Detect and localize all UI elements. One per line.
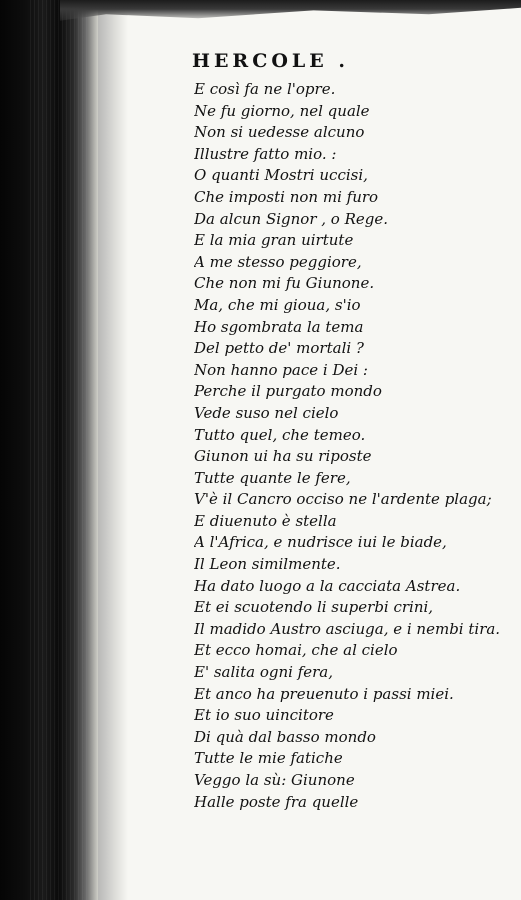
verse-line: Che non mi fu Giunone. bbox=[194, 274, 375, 293]
verse-line: O quanti Mostri uccisi, bbox=[194, 166, 368, 185]
verse-line: Illustre fatto mio. : bbox=[194, 144, 337, 163]
page-edges-texture bbox=[30, 0, 90, 900]
verse-line: Che imposti non mi furo bbox=[194, 187, 379, 206]
verse-line: Di quà dal basso mondo bbox=[194, 727, 376, 746]
verse-line: Tutto quel, che temeo. bbox=[194, 425, 366, 444]
verse-line: Et ei scuotendo li superbi crini, bbox=[194, 598, 434, 617]
verse-line: Et io suo uincitore bbox=[194, 706, 334, 725]
verse-line: Non si uedesse alcuno bbox=[194, 123, 365, 142]
verse-line: V'è il Cancro occiso ne l'ardente plaga; bbox=[194, 490, 492, 509]
verse-line: Et ecco homai, che al cielo bbox=[194, 641, 398, 660]
verse-line: Tutte le mie fatiche bbox=[194, 749, 343, 768]
verse-line: Veggo la sù: Giunone bbox=[194, 771, 355, 789]
verse-text bbox=[194, 79, 514, 813]
verse-line: Ha dato luogo a la cacciata Astrea. bbox=[194, 576, 461, 595]
verse-line: Halle poste fra quelle bbox=[194, 792, 359, 811]
verse-line: Ho sgombrata la tema bbox=[194, 317, 364, 336]
verse-line: Giunon ui ha su riposte bbox=[194, 447, 372, 466]
verse-line: Ma, che mi gioua, s'io bbox=[194, 295, 361, 314]
verse-line: A me stesso peggiore, bbox=[194, 252, 362, 271]
verse-line: E' salita ogni fera, bbox=[194, 663, 333, 682]
verse-line: Tutte quante le fere, bbox=[194, 468, 351, 487]
verse-line: E così fa ne l'opre. bbox=[194, 80, 336, 98]
verse-line: E la mia gran uirtute bbox=[194, 231, 354, 250]
verse-line: Ne fu giorno, nel quale bbox=[194, 101, 370, 120]
verse-line: Del petto de' mortali ? bbox=[194, 339, 364, 358]
running-head: HERCOLE . bbox=[192, 50, 349, 72]
verse-line: Et anco ha preuenuto i passi miei. bbox=[194, 684, 454, 703]
verse-line: E diuenuto è stella bbox=[194, 511, 337, 530]
verse-line: Non hanno pace i Dei : bbox=[194, 360, 368, 379]
verse-line: A l'Africa, e nudrisce iui le biade, bbox=[194, 533, 447, 552]
verse-line: Vede suso nel cielo bbox=[194, 403, 339, 422]
top-edge-smudge bbox=[60, 0, 521, 26]
verse-line: Il Leon similmente. bbox=[194, 555, 341, 574]
verse-line: Perche il purgato mondo bbox=[194, 382, 382, 401]
verse-line: Il madido Austro asciuga, e i nembi tira. bbox=[194, 619, 501, 638]
binding-shadow bbox=[98, 0, 128, 900]
verse-line: Da alcun Signor , o Rege. bbox=[194, 209, 389, 228]
